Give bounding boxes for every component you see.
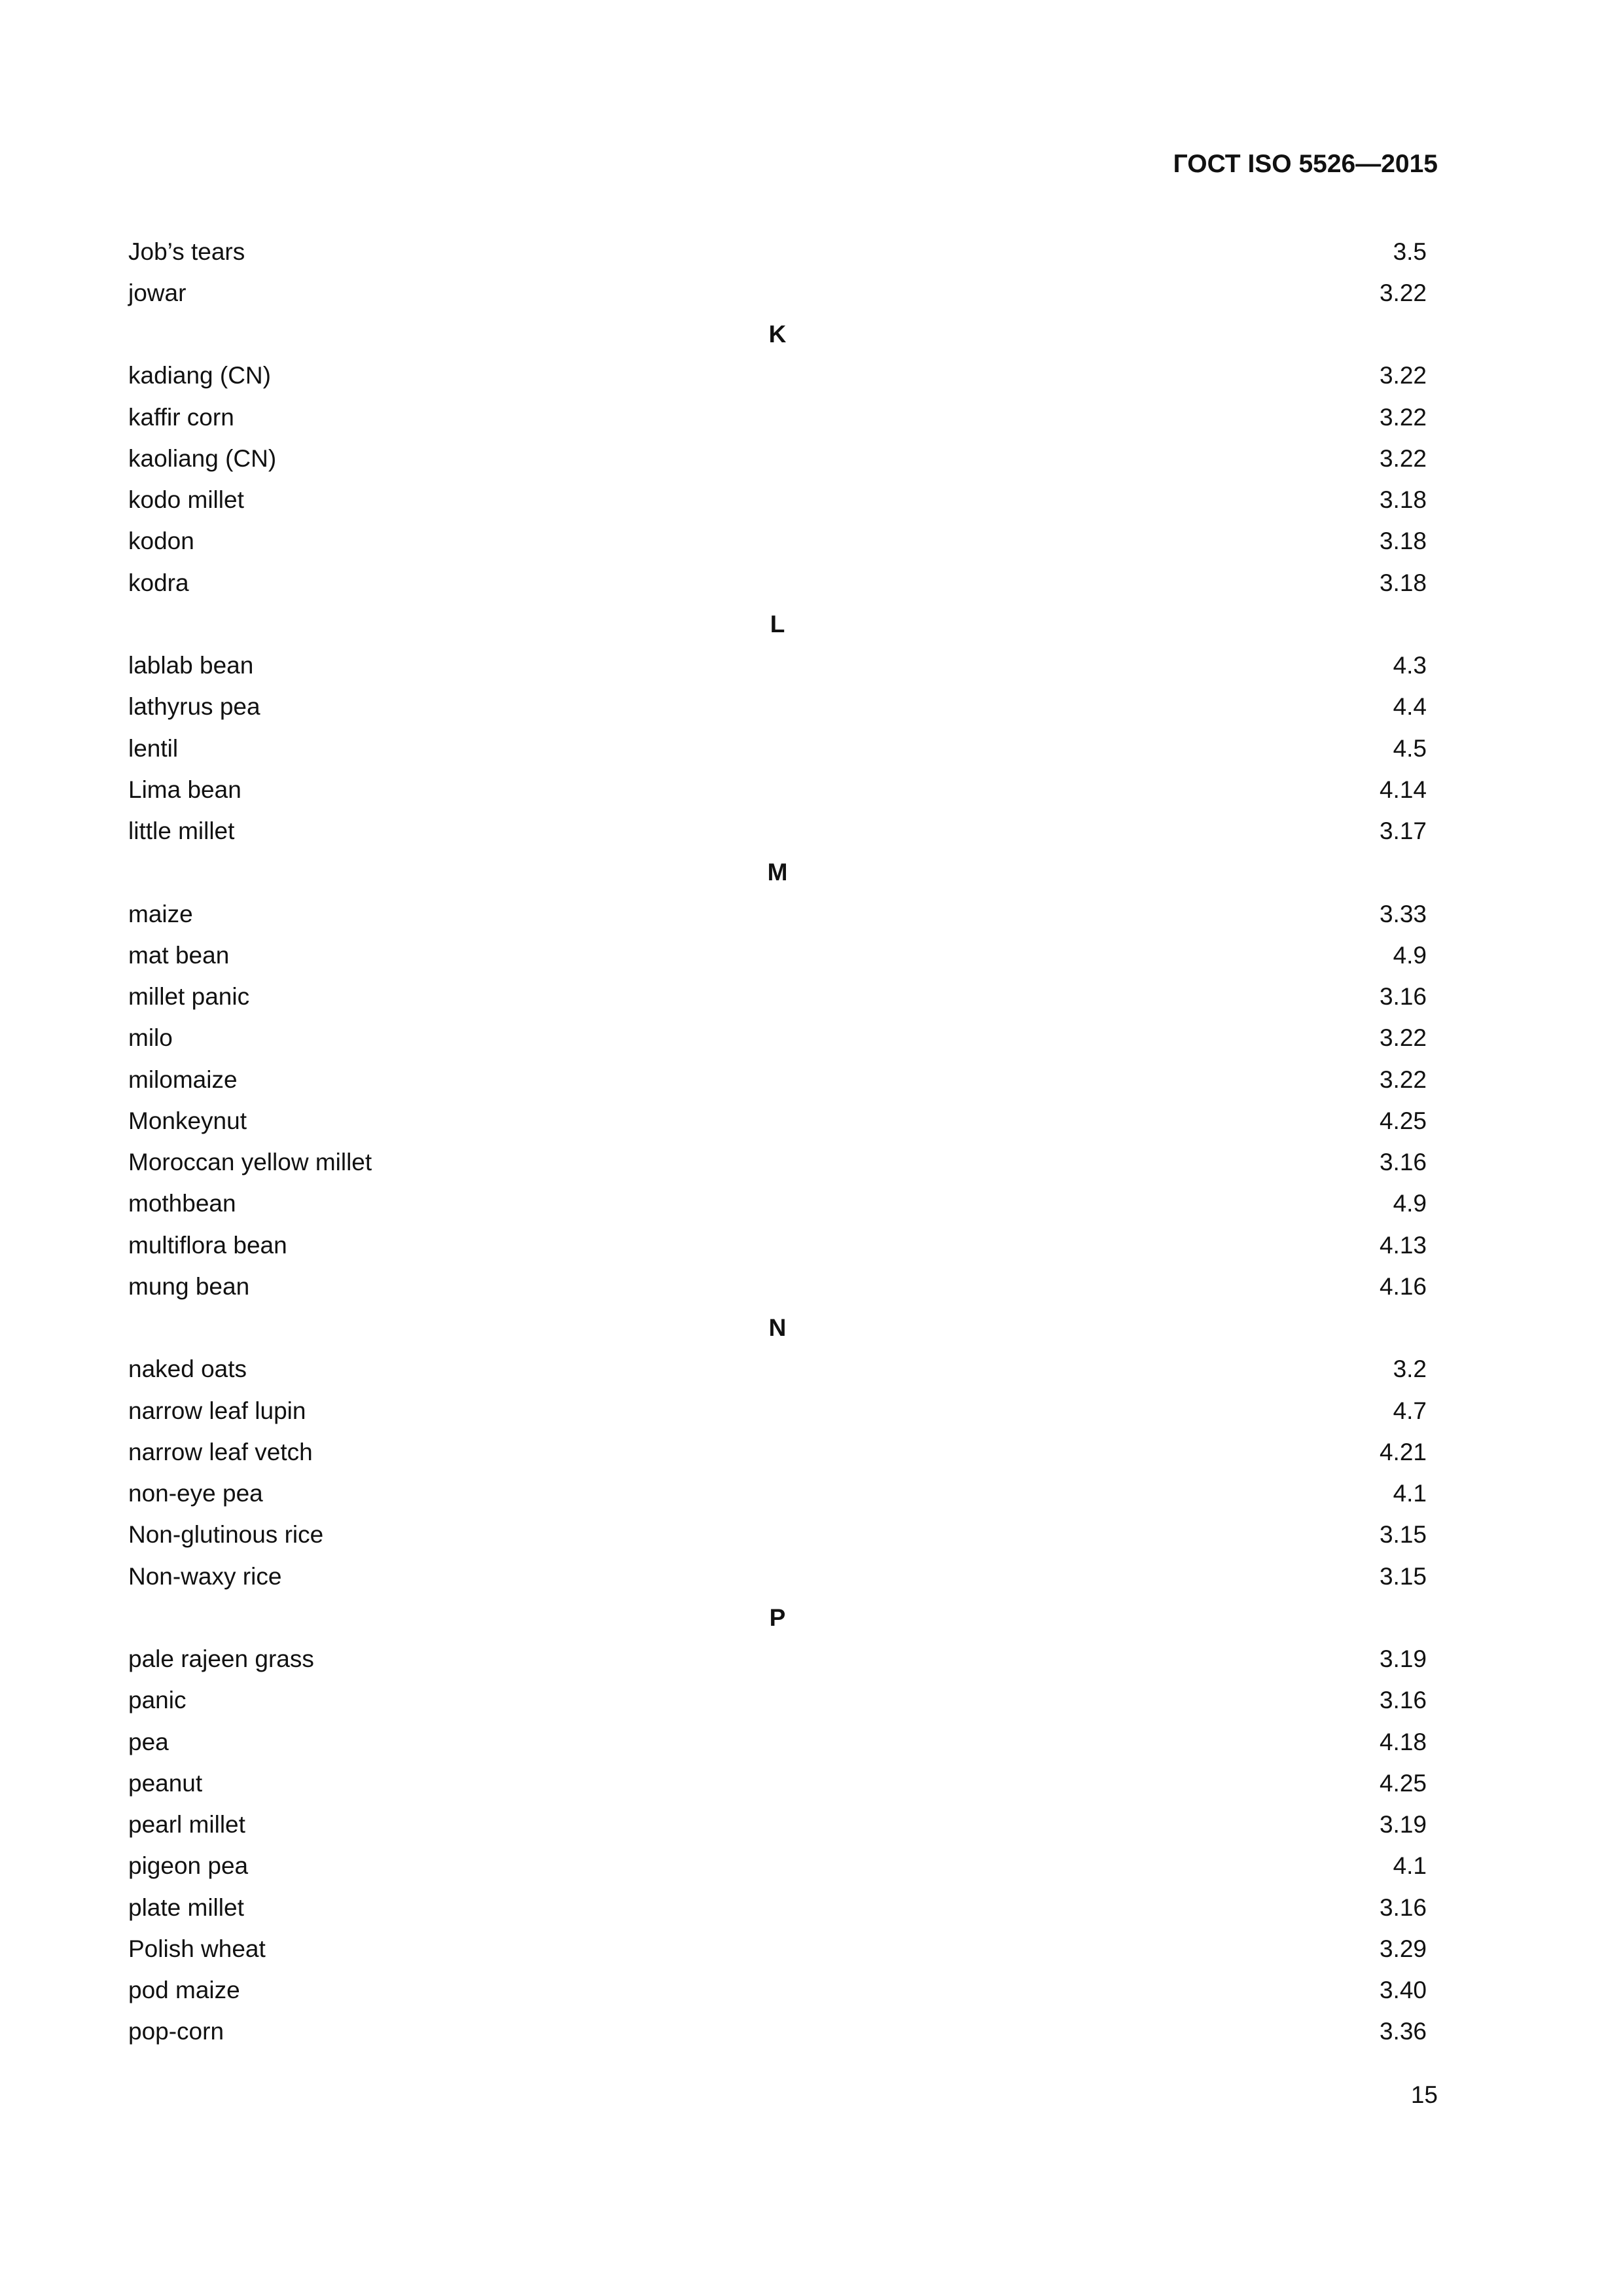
index-entry [128, 728, 1427, 769]
index-term: kaoliang (CN) [128, 444, 277, 472]
index-entry [128, 231, 1427, 272]
index-entry [128, 1183, 1427, 1225]
index-term: pigeon pea [128, 1852, 249, 1880]
index-entry [128, 1515, 1427, 1556]
index-reference: 3.19 [1379, 1645, 1427, 1673]
index-entry [128, 1142, 1427, 1183]
index-reference: 4.25 [1379, 1769, 1427, 1797]
index-entry [128, 1266, 1427, 1307]
index-entry [128, 272, 1427, 314]
index-entry [128, 1349, 1427, 1390]
index-term: lentil [128, 734, 179, 762]
index-entry [128, 1059, 1427, 1100]
index-section-letter: P [769, 1604, 786, 1631]
index-reference: 3.16 [1379, 1149, 1427, 1176]
index-reference: 4.13 [1379, 1231, 1427, 1259]
document-header: ГОСТ ISO 5526—2015 [1173, 150, 1438, 178]
index-term: Lima bean [128, 776, 241, 803]
index-reference: 3.29 [1379, 1935, 1427, 1962]
index-term: lablab bean [128, 652, 254, 679]
index-term: kodra [128, 569, 189, 596]
index-entry [128, 645, 1427, 687]
index-reference: 3.18 [1379, 486, 1427, 514]
index-term: milo [128, 1024, 173, 1052]
index-entry [128, 1639, 1427, 1680]
index-term: pearl millet [128, 1811, 245, 1839]
index-term: kodo millet [128, 486, 244, 514]
index-term: naked oats [128, 1355, 247, 1383]
index-term: maize [128, 900, 193, 927]
index-reference: 4.14 [1379, 776, 1427, 803]
index-reference: 3.40 [1379, 1977, 1427, 2004]
index-reference: 4.5 [1393, 734, 1427, 762]
index-entry [128, 1390, 1427, 1431]
index-entry [128, 687, 1427, 728]
index-term: pod maize [128, 1977, 240, 2004]
index-reference: 4.25 [1379, 1107, 1427, 1134]
index-reference: 3.17 [1379, 817, 1427, 845]
index-term: non-eye pea [128, 1480, 263, 1507]
index-entry [128, 1804, 1427, 1846]
index-reference: 3.18 [1379, 569, 1427, 596]
index-term: mung bean [128, 1272, 250, 1300]
index-term: pale rajeen grass [128, 1645, 314, 1673]
index-term: panic [128, 1687, 187, 1714]
index-entry [128, 935, 1427, 976]
index-term: multiflora bean [128, 1231, 287, 1259]
index-term: peanut [128, 1769, 203, 1797]
index-term: kodon [128, 528, 194, 555]
index-entry [128, 893, 1427, 935]
index-term: lathyrus pea [128, 693, 260, 721]
index-reference: 4.9 [1393, 941, 1427, 969]
index-entry [128, 1887, 1427, 1928]
index-section-letter: N [768, 1314, 787, 1342]
index-reference: 4.1 [1393, 1852, 1427, 1880]
index-section-letter: L [770, 610, 785, 637]
index-entry [128, 1680, 1427, 1721]
index-term: kaffir corn [128, 403, 234, 431]
index-reference: 3.18 [1379, 528, 1427, 555]
index-term: Polish wheat [128, 1935, 266, 1962]
index-reference: 3.19 [1379, 1811, 1427, 1839]
index-reference: 3.22 [1379, 444, 1427, 472]
index-entry [128, 1970, 1427, 2011]
index-reference: 4.4 [1393, 693, 1427, 721]
index-entry [128, 1846, 1427, 1887]
index-reference: 4.9 [1393, 1190, 1427, 1217]
index-term: mat bean [128, 941, 230, 969]
index-reference: 4.1 [1393, 1480, 1427, 1507]
index-entry [128, 1473, 1427, 1515]
index-entry [128, 1928, 1427, 1969]
index-section-letter: K [768, 321, 787, 348]
index-entry [128, 1763, 1427, 1804]
index-entry [128, 1721, 1427, 1763]
index-term: narrow leaf lupin [128, 1397, 306, 1424]
index-entry [128, 562, 1427, 603]
index-term: Non-waxy rice [128, 1562, 282, 1590]
index-reference: 4.18 [1379, 1728, 1427, 1755]
index-entry [128, 521, 1427, 562]
index-section-letter: M [767, 859, 788, 886]
index-term: Job’s tears [128, 238, 245, 265]
index-term: plate millet [128, 1893, 244, 1921]
index-entry [128, 480, 1427, 521]
index-term: mothbean [128, 1190, 236, 1217]
index-reference: 3.2 [1393, 1355, 1427, 1383]
index-entry [128, 2011, 1427, 2053]
index-reference: 3.22 [1379, 403, 1427, 431]
index-reference: 3.36 [1379, 2018, 1427, 2045]
index-reference: 3.15 [1379, 1521, 1427, 1549]
index-term: Monkeynut [128, 1107, 247, 1134]
index-entry [128, 1100, 1427, 1141]
index-term: narrow leaf vetch [128, 1438, 313, 1465]
index-entry [128, 1431, 1427, 1473]
index-entry [128, 397, 1427, 438]
index-reference: 3.5 [1393, 238, 1427, 265]
index-reference: 3.22 [1379, 362, 1427, 389]
index-term: Moroccan yellow millet [128, 1149, 372, 1176]
index-term: millet panic [128, 983, 250, 1011]
index-term: kadiang (CN) [128, 362, 271, 389]
index-reference: 3.33 [1379, 900, 1427, 927]
index-reference: 3.22 [1379, 1066, 1427, 1093]
index-term: milomaize [128, 1066, 238, 1093]
index-reference: 4.3 [1393, 652, 1427, 679]
index-reference: 4.16 [1379, 1272, 1427, 1300]
index-entry [128, 811, 1427, 852]
index-entry [128, 769, 1427, 810]
index-entry [128, 1556, 1427, 1597]
index-reference: 4.7 [1393, 1397, 1427, 1424]
index-reference: 3.16 [1379, 983, 1427, 1011]
index-term: pop-corn [128, 2018, 224, 2045]
page-number: 15 [1410, 2081, 1438, 2108]
index-entry [128, 438, 1427, 479]
index-term: jowar [128, 279, 187, 306]
index-reference: 3.15 [1379, 1562, 1427, 1590]
index-reference: 3.16 [1379, 1687, 1427, 1714]
index-term: little millet [128, 817, 235, 845]
index-term: Non-glutinous rice [128, 1521, 324, 1549]
index-reference: 4.21 [1379, 1438, 1427, 1465]
index-term: pea [128, 1728, 169, 1755]
index-entry [128, 355, 1427, 397]
index-entry [128, 1018, 1427, 1059]
index-entry [128, 1225, 1427, 1266]
alphabetical-index [128, 231, 1427, 2053]
index-entry [128, 977, 1427, 1018]
index-reference: 3.22 [1379, 279, 1427, 306]
index-reference: 3.22 [1379, 1024, 1427, 1052]
index-reference: 3.16 [1379, 1893, 1427, 1921]
